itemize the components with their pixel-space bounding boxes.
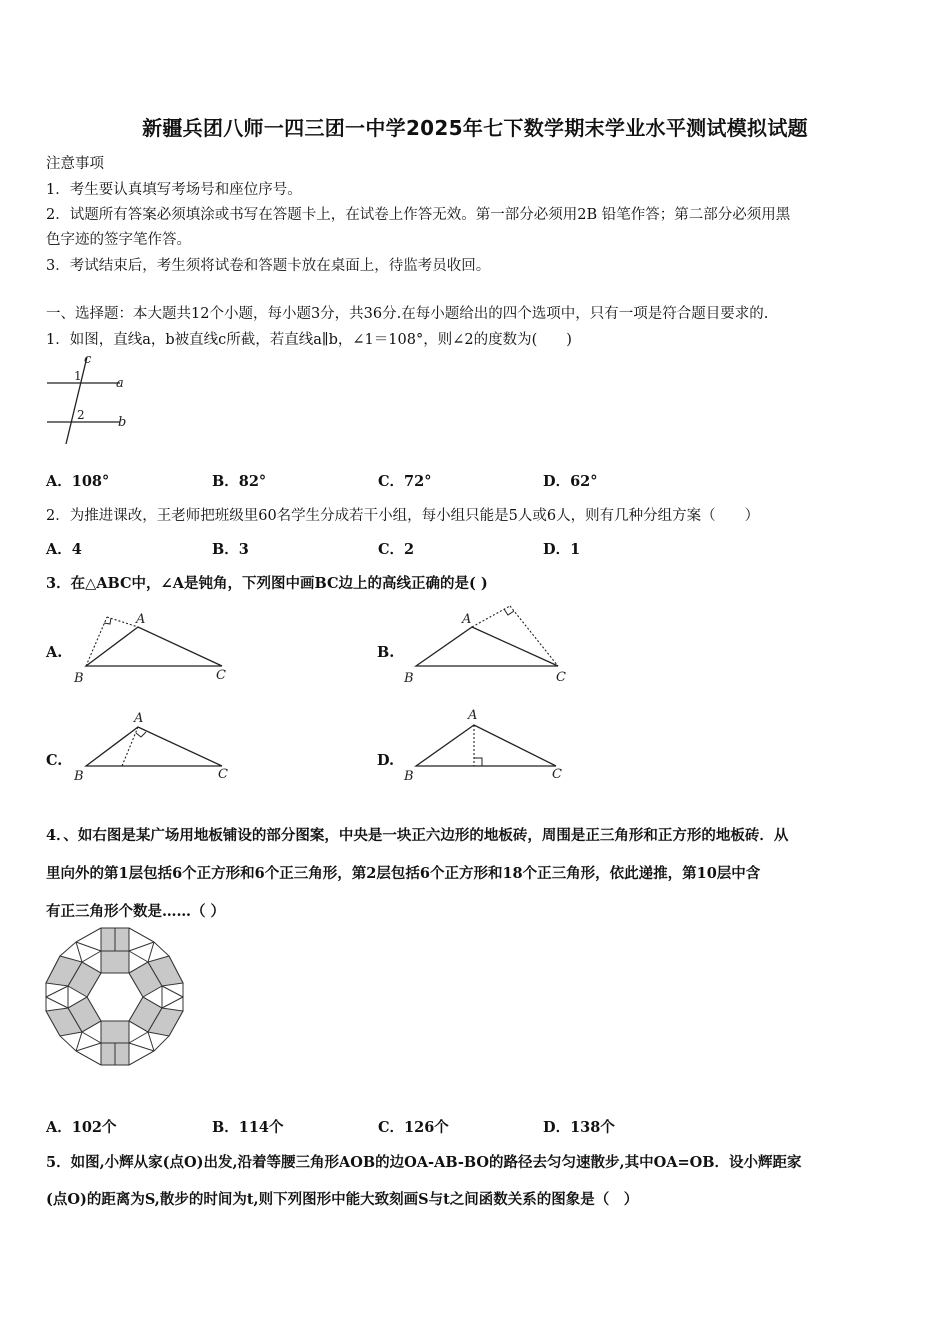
q1-figure: [42, 352, 137, 447]
question-2-stem: 2．为推进课改，王老师把班级里60名学生分成若干小组，每小组只能是5人或6人，则有几种分组方案（ ）: [46, 508, 760, 524]
label-angle-1: 1: [74, 369, 82, 383]
notice-heading: 注意事项: [46, 156, 104, 172]
question-4-stem-line: 里向外的第1层包括6个正方形和6个正三角形，第2层包括6个正方形和18个正三角形，依此递推，第10层中含: [46, 865, 761, 882]
q4-option-a: A．102个: [46, 1119, 117, 1136]
q3-option-d-label: D.: [377, 752, 395, 769]
q3-option-a-label: A.: [46, 644, 63, 661]
q2-option-a: A．4: [46, 541, 82, 558]
question-3-stem: 3．在△ABC中，∠A是钝角，下列图中画BC边上的高线正确的是( ): [46, 575, 488, 592]
vertex-b: B: [404, 671, 414, 686]
q3-option-b-label: B.: [377, 644, 395, 661]
question-4-stem-line: 4．、如右图是某广场用地板铺设的部分图案，中央是一块正六边形的地板砖，周围是正三角形和正方形的地板砖．从: [46, 827, 789, 844]
section-heading: 一、选择题：本大题共12个小题，每小题3分，共36分.在每小题给出的四个选项中，只有一项是符合题目要求的.: [46, 306, 769, 322]
vertex-b: B: [74, 671, 84, 686]
q1-option-a: A．108°: [46, 473, 110, 490]
label-c: c: [84, 352, 92, 367]
vertex-c: C: [556, 670, 566, 685]
label-a: a: [116, 376, 124, 391]
q4-tiling-figure: [44, 926, 186, 1068]
q2-option-b: B．3: [212, 541, 249, 558]
vertex-a: A: [468, 708, 478, 723]
q3-figure-a: [70, 608, 240, 688]
q3-figure-c: [70, 706, 240, 786]
q3-option-c-label: C.: [46, 752, 63, 769]
notice-item: 色字迹的签字笔作答。: [46, 232, 191, 248]
vertex-a: A: [136, 612, 146, 627]
q1-option-b: B．82°: [212, 473, 267, 490]
q3-figure-d: [400, 704, 580, 788]
vertex-c: C: [218, 767, 228, 782]
q1-option-c: C．72°: [378, 473, 432, 490]
question-5-stem-line: 5．如图,小辉从家(点O)出发,沿着等腰三角形AOB的边OA-AB-BO的路径去匀匀速散步,其中OA=OB．设小辉距家: [46, 1154, 802, 1171]
q3-figure-b: [400, 598, 580, 688]
q2-option-c: C．2: [378, 541, 415, 558]
vertex-a: A: [462, 612, 472, 627]
notice-item: 2．试题所有答案必须填涂或书写在答题卡上，在试卷上作答无效。第一部分必须用2B 铅笔作答；第二部分必须用黑: [46, 207, 791, 223]
vertex-b: B: [74, 769, 84, 784]
notice-item: 3．考试结束后，考生须将试卷和答题卡放在桌面上，待监考员收回。: [46, 258, 491, 274]
q2-option-d: D．1: [543, 541, 581, 558]
q4-option-b: B．114个: [212, 1119, 284, 1136]
page-title: 新疆兵团八师一四三团一中学2025年七下数学期末学业水平测试模拟试题: [142, 116, 808, 140]
question-4-stem-line: 有正三角形个数是……（ ）: [46, 903, 226, 920]
notice-item: 1．考生要认真填写考场号和座位序号。: [46, 182, 302, 198]
q1-option-d: D．62°: [543, 473, 598, 490]
question-1-stem: 1．如图，直线a，b被直线c所截，若直线a∥b，∠1＝108°，则∠2的度数为( ): [46, 332, 572, 348]
vertex-a: A: [134, 711, 144, 726]
q4-option-c: C．126个: [378, 1119, 449, 1136]
vertex-c: C: [552, 767, 562, 782]
vertex-b: B: [404, 769, 414, 784]
question-5-stem-line: (点O)的距离为S,散步的时间为t,则下列图形中能大致刻画S与t之间函数关系的图象是（ ）: [46, 1191, 639, 1208]
label-angle-2: 2: [77, 408, 85, 422]
q4-option-d: D．138个: [543, 1119, 615, 1136]
label-b: b: [118, 415, 127, 430]
vertex-c: C: [216, 668, 226, 683]
